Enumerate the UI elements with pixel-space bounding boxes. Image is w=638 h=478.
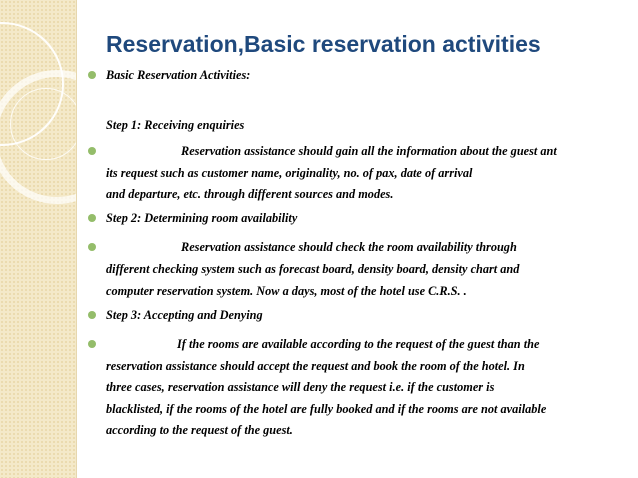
bullet-icon (88, 311, 96, 319)
text-line: Basic Reservation Activities: (106, 68, 251, 82)
bullet-icon (88, 243, 96, 251)
text-line: If the rooms are available according to the request of the guest than the (177, 337, 540, 351)
text-line: Reservation assistance should check the room availability through (181, 240, 517, 254)
slide-title: Reservation,Basic reservation activities (106, 31, 541, 57)
text-line: blacklisted, if the rooms of the hotel are fully booked and if the rooms are not available (106, 402, 547, 416)
text-line: computer reservation system. Now a days, most of the hotel use C.R.S. . (106, 284, 467, 298)
text-line: Step 3: Accepting and Denying (106, 308, 263, 322)
bullet-icon (88, 214, 96, 222)
bullet-icon (88, 147, 96, 155)
bullet-icon (88, 71, 96, 79)
text-line: and departure, etc. through different sources and modes. (106, 187, 394, 201)
text-line: Step 1: Receiving enquiries (106, 118, 245, 132)
text-line: according to the request of the guest. (106, 423, 293, 437)
bullet-icon (88, 340, 96, 348)
decorative-sidebar (0, 0, 77, 478)
text-line: different checking system such as forecast board, density board, density chart and (106, 262, 520, 276)
text-line: reservation assistance should accept the request and book the room of the hotel. In (106, 359, 525, 373)
decorative-ring (10, 88, 77, 160)
text-line: Step 2: Determining room availability (106, 211, 298, 225)
text-line: Reservation assistance should gain all the information about the guest ant (181, 144, 557, 158)
text-line: its request such as customer name, originality, no. of pax, date of arrival (106, 166, 473, 180)
text-line: three cases, reservation assistance will deny the request i.e. if the customer is (106, 380, 495, 394)
